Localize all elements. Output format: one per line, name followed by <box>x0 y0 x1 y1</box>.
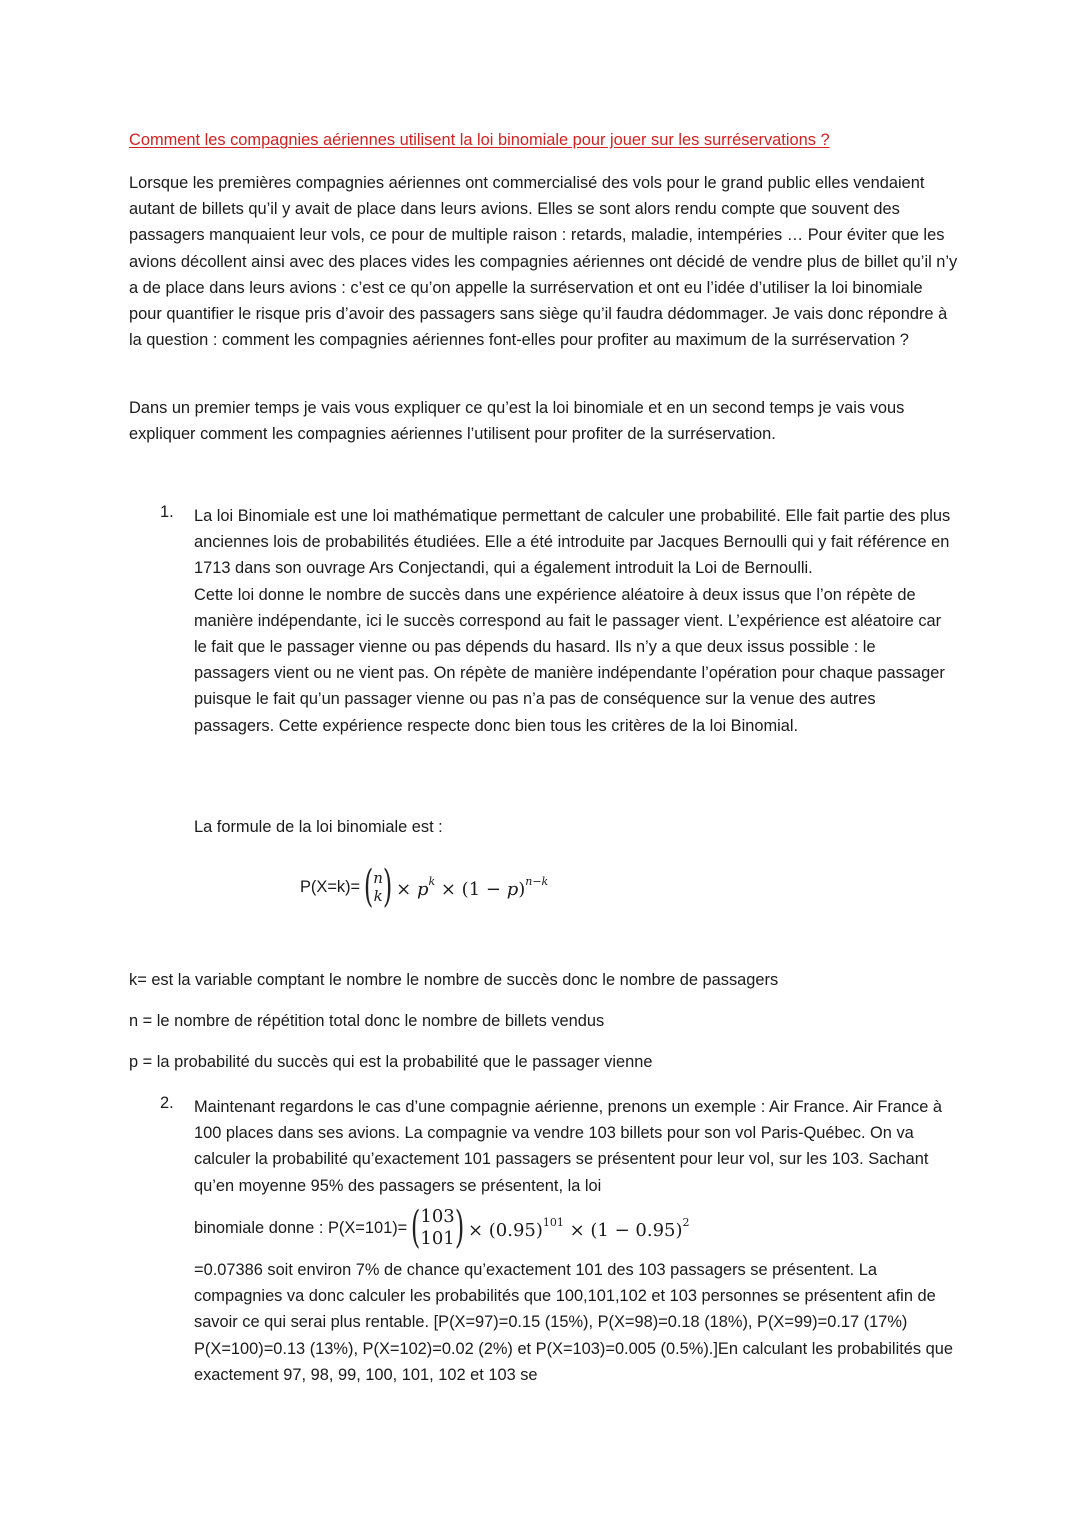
definition-p: p = la probabilité du succès qui est la probabilité que le passager vienne <box>129 1053 653 1071</box>
document-title: Comment les compagnies aériennes utilisent la loi binomiale pour jouer sur les surréservations ? <box>129 131 830 149</box>
binomial-k: k <box>373 887 383 905</box>
binomial-coefficient <box>373 869 383 905</box>
binomial-formula: P(X=k)= ( n k ) × $p^k \times (1 - p)^{n-k}$ <box>300 861 549 912</box>
air-france-formula-rhs: × $(0.95)^{101} \times (1 - 0.95)^2$ <box>467 1215 690 1241</box>
section-2-paragraph-b: =0.07386 soit environ 7% de chance qu’exactement 101 des 103 passagers se présentent. La compagnies va donc calculer les probabilités que 100,101,102 et 103 personnes se présentent afin de savoir ce qui serai plus rentable. [P(X=97)=0.15 (15%), P(X=98)=0.18 (18%), P(X=99)=0.17 (17%) P(X=100)=0.13 (13%), P(X=102)=0.02 (2%) et P(X=103)=0.005 (0.5%).]En calculant les probabilités que exactement 97, 98, 99, 100, 101, 102 et 103 se <box>194 1261 953 1384</box>
binomial-coefficient-103-101 <box>420 1206 454 1250</box>
definition-k: k= est la variable comptant le nombre le nombre de succès donc le nombre de passagers <box>129 971 779 989</box>
binomial-bottom: 101 <box>420 1228 455 1249</box>
section-2-paragraph-a: Maintenant regardons le cas d’une compagnie aérienne, prenons un exemple : Air France. Air France à 100 places dans ses avions. La compagnie va vendre 103 billets pour son vol Paris-Québec. On va calculer la probabilité qu’exactement 101 passagers se présentent pour leur vol, sur les 103. Sachant qu’en moyenne 95% des passagers se présentent, la loi <box>194 1098 943 1195</box>
formula-rhs: × $p^k \times (1 - p)^{n-k}$ <box>396 874 549 900</box>
air-france-formula: binomiale donne : P(X=101)= ( 103 101 ) × $(0.95)^{101} \times (1 - 0.95)^2$ <box>194 1202 690 1253</box>
formula-label: La formule de la loi binomiale est : <box>194 818 443 836</box>
binomial-n: n <box>373 869 383 887</box>
binom-prefix: binomiale donne : P(X=101)= <box>194 1218 408 1237</box>
section-1-number: 1. <box>160 503 174 521</box>
section-2-number: 2. <box>160 1094 174 1112</box>
formula-lhs: P(X=k)= <box>300 877 361 896</box>
definition-n: n = le nombre de répétition total donc le nombre de billets vendus <box>129 1012 605 1030</box>
binomial-top: 103 <box>420 1206 455 1227</box>
intro-paragraph: Lorsque les premières compagnies aériennes ont commercialisé des vols pour le grand public elles vendaient autant de billets qu’il y avait de place dans leurs avions. Elles se sont alors rendu compte que souvent des passagers manquaient leur vols, ce pour de multiple raison : retards, maladie, intempéries … Pour éviter que les avions décollent ainsi avec des places vides les compagnies aériennes ont décidé de vendre plus de billet qu’il n’y a de place dans leurs avions : c’est ce qu’on appelle la surréservation et ont eu l’idée d’utiliser la loi binomiale pour quantifier le risque pris d’avoir des passagers sans siège qu’il faudra dédommager. Je vais donc répondre à la question : comment les compagnies aériennes font-elles pour profiter au maximum de la surréservation ? <box>129 174 958 350</box>
section-1-body <box>194 503 954 739</box>
section-1-paragraph-a: La loi Binomiale est une loi mathématique permettant de calculer une probabilité. Elle fait partie des plus anciennes lois de probabilités étudiées. Elle a été introduite par Jacques Bernoulli qui y fait référence en 1713 dans son ouvrage Ars Conjectandi, qui a également introduit la Loi de Bernoulli. <box>194 507 951 578</box>
section-1-paragraph-b: Cette loi donne le nombre de succès dans une expérience aléatoire à deux issus que l’on répète de manière indépendante, ici le succès correspond au fait le passager vient. L’expérience est aléatoire car le fait que le passager vienne ou pas dépends du hasard. Ils n’y a que deux issus possible : le passagers vient ou ne vient pas. On répète de manière indépendante l’opération pour chaque passager puisque le fait qu’un passager vienne ou pas n’a pas de conséquence sur la venue des autres passagers. Cette expérience respecte donc bien tous les critères de la loi Binomial. <box>194 585 945 735</box>
plan-paragraph: Dans un premier temps je vais vous expliquer ce qu’est la loi binomiale et en un second temps je vais vous expliquer comment les compagnies aériennes l’utilisent pour profiter de la surréservation. <box>129 399 905 444</box>
